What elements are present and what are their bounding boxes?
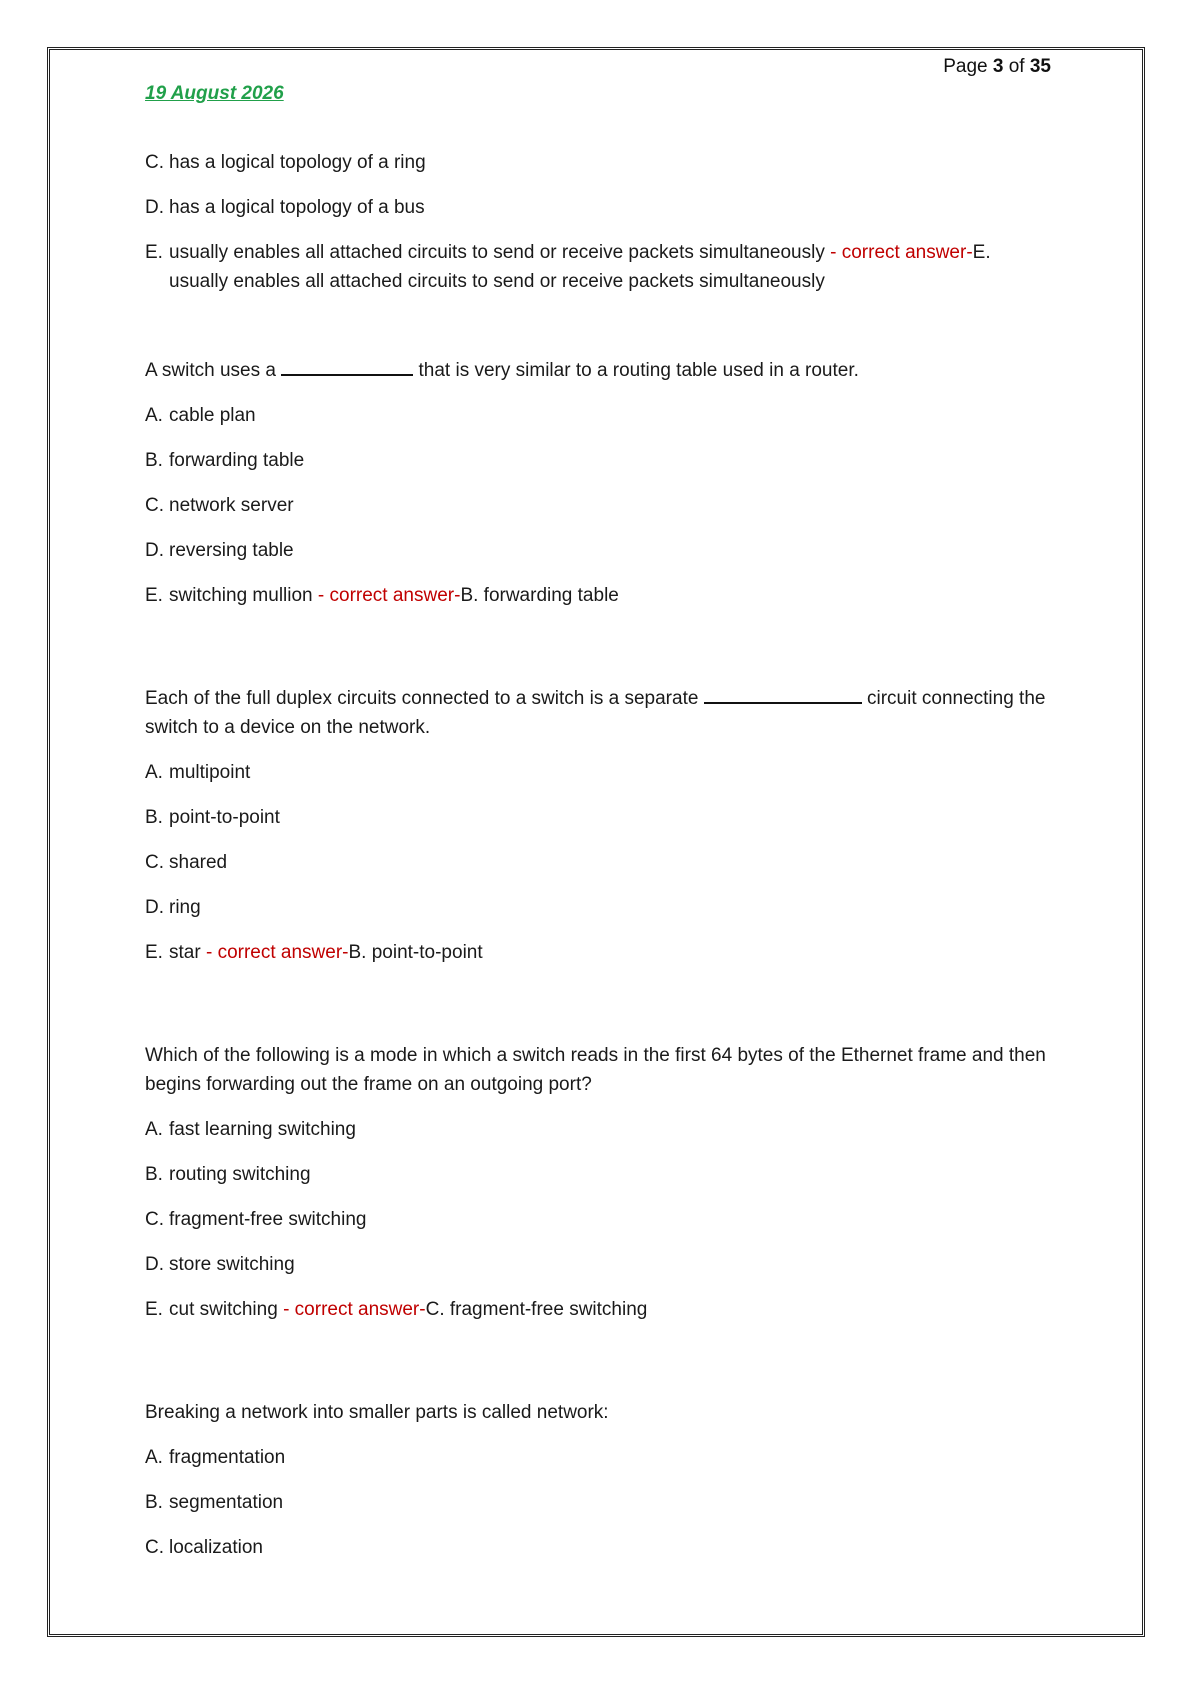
option-a: A. fragmentation <box>145 1447 286 1468</box>
fill-in-blank <box>704 684 862 704</box>
option-e <box>145 238 1050 296</box>
option-d: D. reversing table <box>145 540 294 561</box>
question-text: Breaking a network into smaller parts is called network: <box>145 1402 609 1423</box>
option-text: has a logical topology of a ring <box>169 152 426 173</box>
option-e: E. star - correct answer-B. point-to-point <box>145 942 483 963</box>
option-a: A. fast learning switching <box>145 1119 356 1140</box>
option-letter: E. <box>145 242 163 263</box>
option-d <box>145 193 1050 222</box>
correct-answer-text: B. point-to-point <box>348 942 483 963</box>
correct-answer-text: B. forwarding table <box>460 585 619 606</box>
document-date: 19 August 2026 <box>145 83 284 104</box>
option-b: B. point-to-point <box>145 807 280 828</box>
option-c: C. fragment-free switching <box>145 1209 367 1230</box>
correct-answer-tag: - correct answer- <box>830 242 973 263</box>
correct-answer-text: E. usually enables all attached circuits to send or receive packets simultaneously <box>169 242 991 292</box>
page-total: 35 <box>1029 56 1051 77</box>
option-d: D. ring <box>145 897 201 918</box>
option-d: D. store switching <box>145 1254 295 1275</box>
correct-answer-tag: - correct answer- <box>317 585 461 606</box>
correct-answer-text: C. fragment-free switching <box>425 1299 648 1320</box>
question-list <box>145 148 1050 1578</box>
page-label: Page <box>943 56 988 77</box>
correct-answer-tag: - correct answer- <box>283 1299 426 1320</box>
question-text: A switch uses a that is very similar to a routing table used in a router. <box>145 356 1050 385</box>
option-text: has a logical topology of a bus <box>169 197 425 218</box>
option-c <box>145 148 1050 177</box>
page-number <box>943 56 1051 78</box>
option-e: E. switching mullion - correct answer-B. forwarding table <box>145 585 619 606</box>
page-of: of <box>1008 56 1025 77</box>
option-b: B. routing switching <box>145 1164 311 1185</box>
option-b: B. forwarding table <box>145 450 305 471</box>
option-c: C. network server <box>145 495 294 516</box>
question-text: Each of the full duplex circuits connected to a switch is a separate circuit connecting the switch to a device on the network. <box>145 684 1050 742</box>
option-e: E. cut switching - correct answer-C. fragment-free switching <box>145 1299 648 1320</box>
option-a: A. multipoint <box>145 762 251 783</box>
question-block <box>145 1398 1050 1562</box>
question-block <box>145 684 1050 967</box>
correct-answer-tag: - correct answer- <box>205 942 349 963</box>
option-c: C. shared <box>145 852 228 873</box>
question-block <box>145 1041 1050 1324</box>
fill-in-blank <box>281 356 413 376</box>
option-b: B. segmentation <box>145 1492 284 1513</box>
option-letter: D. <box>145 197 164 218</box>
page-current: 3 <box>992 56 1004 77</box>
option-a: A. cable plan <box>145 405 256 426</box>
question-text: Which of the following is a mode in which a switch reads in the first 64 bytes of the Ethernet frame and then begins forwarding out the frame on an outgoing port? <box>145 1045 1046 1095</box>
question-block <box>145 356 1050 610</box>
option-c: C. localization <box>145 1537 263 1558</box>
option-text: usually enables all attached circuits to send or receive packets simultaneously <box>169 242 825 263</box>
question-block-continued <box>145 148 1050 296</box>
option-letter: C. <box>145 152 164 173</box>
